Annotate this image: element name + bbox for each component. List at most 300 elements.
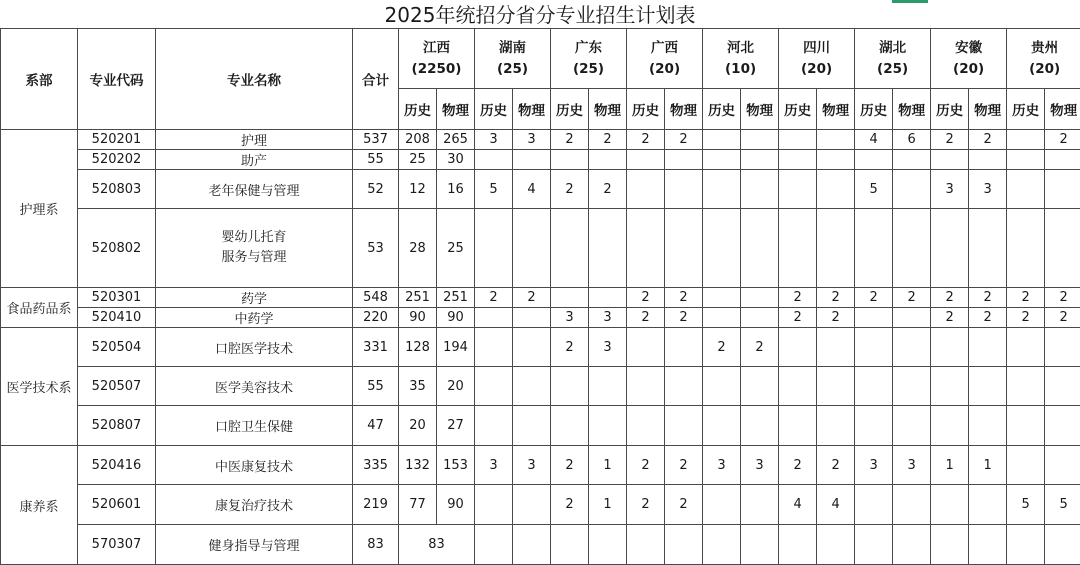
quota-cell: 5	[475, 170, 513, 209]
major-code: 520807	[78, 406, 156, 446]
major-name: 助产	[156, 150, 353, 170]
quota-cell	[703, 525, 741, 565]
quota-cell	[589, 150, 627, 170]
province-name: 贵州	[1007, 38, 1080, 59]
quota-cell	[969, 406, 1007, 446]
quota-cell	[551, 525, 589, 565]
quota-cell: 2	[475, 288, 513, 308]
header-physics: 物理	[817, 89, 855, 130]
quota-cell	[741, 170, 779, 209]
table-row	[1, 130, 1080, 150]
quota-cell: 132	[399, 446, 437, 485]
dept-food-drug: 食品药品系	[1, 288, 78, 328]
total-count: 55	[353, 150, 399, 170]
quota-cell	[627, 150, 665, 170]
quota-cell: 251	[399, 288, 437, 308]
quota-cell	[665, 367, 703, 406]
quota-cell	[703, 150, 741, 170]
quota-cell: 3	[855, 446, 893, 485]
quota-cell	[475, 406, 513, 446]
quota-cell	[817, 367, 855, 406]
quota-cell: 3	[475, 130, 513, 150]
quota-cell	[551, 209, 589, 288]
major-name: 中药学	[156, 308, 353, 328]
quota-cell: 3	[703, 446, 741, 485]
quota-cell	[741, 406, 779, 446]
quota-cell: 128	[399, 328, 437, 367]
province-quota: (25)	[855, 59, 930, 80]
quota-cell: 25	[399, 150, 437, 170]
quota-cell	[513, 525, 551, 565]
province-name: 广西	[627, 38, 702, 59]
quota-cell: 2	[627, 308, 665, 328]
header-physics: 物理	[969, 89, 1007, 130]
quota-cell	[589, 367, 627, 406]
major-name	[156, 209, 353, 288]
table-row	[1, 209, 1080, 288]
quota-cell	[551, 406, 589, 446]
quota-cell: 3	[969, 170, 1007, 209]
quota-cell: 2	[1007, 288, 1045, 308]
quota-cell: 4	[513, 170, 551, 209]
quota-cell	[855, 308, 893, 328]
quota-cell: 2	[779, 288, 817, 308]
header-province	[627, 29, 703, 89]
quota-cell	[893, 150, 931, 170]
province-name: 广东	[551, 38, 626, 59]
corner-mark	[892, 0, 928, 3]
quota-cell	[1007, 170, 1045, 209]
province-name: 河北	[703, 38, 778, 59]
quota-cell	[513, 308, 551, 328]
quota-cell	[665, 150, 703, 170]
quota-cell	[969, 485, 1007, 525]
total-count: 47	[353, 406, 399, 446]
header-history: 历史	[931, 89, 969, 130]
quota-cell: 27	[437, 406, 475, 446]
header-physics: 物理	[437, 89, 475, 130]
header-province	[551, 29, 627, 89]
quota-cell	[703, 485, 741, 525]
dept-nursing: 护理系	[1, 130, 78, 288]
quota-cell	[513, 328, 551, 367]
quota-cell	[779, 406, 817, 446]
quota-cell	[855, 406, 893, 446]
quota-cell: 2	[665, 130, 703, 150]
table-row	[1, 367, 1080, 406]
quota-cell	[475, 150, 513, 170]
total-count: 335	[353, 446, 399, 485]
quota-cell	[1007, 367, 1045, 406]
quota-cell: 3	[931, 170, 969, 209]
header-name: 专业名称	[156, 29, 353, 130]
quota-cell: 2	[589, 170, 627, 209]
quota-cell: 4	[779, 485, 817, 525]
header-history: 历史	[779, 89, 817, 130]
quota-cell: 2	[817, 288, 855, 308]
province-name: 四川	[779, 38, 854, 59]
province-name: 湖北	[855, 38, 930, 59]
quota-cell: 2	[551, 328, 589, 367]
quota-cell: 5	[855, 170, 893, 209]
quota-cell: 16	[437, 170, 475, 209]
header-province	[1007, 29, 1080, 89]
quota-cell: 2	[1045, 130, 1080, 150]
quota-cell: 2	[931, 288, 969, 308]
quota-cell	[969, 150, 1007, 170]
quota-cell	[855, 328, 893, 367]
quota-cell: 2	[931, 130, 969, 150]
header-history: 历史	[703, 89, 741, 130]
quota-cell: 2	[627, 446, 665, 485]
quota-cell	[1045, 525, 1080, 565]
table-row	[1, 308, 1080, 328]
table-row	[1, 170, 1080, 209]
quota-cell	[665, 525, 703, 565]
header-history: 历史	[399, 89, 437, 130]
quota-cell	[893, 367, 931, 406]
quota-cell	[475, 308, 513, 328]
enrollment-plan-table	[0, 28, 1080, 565]
quota-cell	[779, 170, 817, 209]
quota-cell: 208	[399, 130, 437, 150]
quota-cell	[627, 406, 665, 446]
major-name: 医学美容技术	[156, 367, 353, 406]
header-province	[399, 29, 475, 89]
major-code: 520410	[78, 308, 156, 328]
quota-cell	[627, 328, 665, 367]
quota-cell: 4	[855, 130, 893, 150]
major-name: 健身指导与管理	[156, 525, 353, 565]
total-count: 548	[353, 288, 399, 308]
quota-cell	[665, 406, 703, 446]
header-history: 历史	[475, 89, 513, 130]
header-province	[475, 29, 551, 89]
quota-cell	[513, 209, 551, 288]
quota-cell	[969, 209, 1007, 288]
quota-cell: 5	[1045, 485, 1080, 525]
header-province	[855, 29, 931, 89]
major-code: 520507	[78, 367, 156, 406]
quota-cell	[703, 308, 741, 328]
header-history: 历史	[627, 89, 665, 130]
quota-cell: 2	[931, 308, 969, 328]
total-count: 52	[353, 170, 399, 209]
table-title: 2025年统招分省分专业招生计划表	[0, 0, 1080, 29]
major-code: 520803	[78, 170, 156, 209]
province-quota: (20)	[627, 59, 702, 80]
quota-cell	[779, 130, 817, 150]
quota-cell	[627, 209, 665, 288]
quota-cell	[741, 485, 779, 525]
quota-cell	[855, 525, 893, 565]
province-quota: (10)	[703, 59, 778, 80]
quota-cell: 1	[969, 446, 1007, 485]
quota-cell: 35	[399, 367, 437, 406]
table-row	[1, 446, 1080, 485]
quota-cell: 2	[1045, 288, 1080, 308]
quota-cell: 77	[399, 485, 437, 525]
dept-medical-tech: 医学技术系	[1, 328, 78, 446]
header-history: 历史	[855, 89, 893, 130]
table-row	[1, 328, 1080, 367]
quota-cell: 2	[779, 308, 817, 328]
major-name: 药学	[156, 288, 353, 308]
total-count: 331	[353, 328, 399, 367]
major-code: 570307	[78, 525, 156, 565]
quota-cell	[551, 150, 589, 170]
province-name: 江西	[399, 38, 474, 59]
quota-cell: 2	[665, 288, 703, 308]
quota-cell	[893, 170, 931, 209]
quota-cell	[475, 328, 513, 367]
quota-cell: 2	[1007, 308, 1045, 328]
quota-cell	[741, 308, 779, 328]
total-count: 53	[353, 209, 399, 288]
quota-cell: 2	[969, 288, 1007, 308]
quota-cell	[817, 130, 855, 150]
quota-cell: 2	[665, 485, 703, 525]
quota-cell	[779, 525, 817, 565]
quota-cell: 20	[399, 406, 437, 446]
table-row	[1, 406, 1080, 446]
quota-cell: 90	[437, 308, 475, 328]
quota-cell	[1007, 446, 1045, 485]
quota-cell	[779, 150, 817, 170]
quota-cell: 3	[475, 446, 513, 485]
quota-cell	[627, 170, 665, 209]
header-physics: 物理	[589, 89, 627, 130]
quota-cell	[893, 525, 931, 565]
major-code: 520601	[78, 485, 156, 525]
quota-cell	[513, 485, 551, 525]
province-quota: (20)	[931, 59, 1006, 80]
quota-cell	[817, 406, 855, 446]
header-total: 合计	[353, 29, 399, 130]
quota-cell	[589, 525, 627, 565]
quota-cell: 90	[437, 485, 475, 525]
jiangxi-merged-count: 83	[399, 525, 475, 565]
major-code: 520202	[78, 150, 156, 170]
quota-cell: 3	[589, 328, 627, 367]
quota-cell	[855, 485, 893, 525]
table-row	[1, 150, 1080, 170]
header-physics: 物理	[893, 89, 931, 130]
province-name: 湖南	[475, 38, 550, 59]
table-row	[1, 485, 1080, 525]
major-name: 老年保健与管理	[156, 170, 353, 209]
total-count: 537	[353, 130, 399, 150]
quota-cell	[627, 367, 665, 406]
quota-cell	[589, 288, 627, 308]
quota-cell	[589, 406, 627, 446]
quota-cell	[779, 328, 817, 367]
header-province	[931, 29, 1007, 89]
quota-cell	[1045, 367, 1080, 406]
province-quota: (20)	[1007, 59, 1080, 80]
quota-cell	[969, 328, 1007, 367]
quota-cell: 265	[437, 130, 475, 150]
quota-cell: 2	[665, 308, 703, 328]
quota-cell	[893, 406, 931, 446]
quota-cell: 1	[589, 446, 627, 485]
province-quota: (25)	[551, 59, 626, 80]
quota-cell: 2	[627, 485, 665, 525]
quota-cell	[855, 367, 893, 406]
quota-cell	[1045, 446, 1080, 485]
quota-cell	[741, 209, 779, 288]
quota-cell	[893, 308, 931, 328]
quota-cell	[551, 367, 589, 406]
major-name-line: 服务与管理	[156, 248, 352, 268]
quota-cell: 2	[855, 288, 893, 308]
quota-cell: 2	[817, 446, 855, 485]
quota-cell	[665, 328, 703, 367]
quota-cell: 251	[437, 288, 475, 308]
quota-cell	[1045, 328, 1080, 367]
header-physics: 物理	[1045, 89, 1080, 130]
quota-cell	[703, 209, 741, 288]
major-name: 口腔卫生保健	[156, 406, 353, 446]
province-name: 安徽	[931, 38, 1006, 59]
quota-cell	[703, 130, 741, 150]
quota-cell: 1	[931, 446, 969, 485]
quota-cell: 2	[703, 328, 741, 367]
quota-cell	[703, 170, 741, 209]
header-code: 专业代码	[78, 29, 156, 130]
quota-cell: 2	[627, 288, 665, 308]
quota-cell: 2	[513, 288, 551, 308]
quota-cell: 2	[741, 328, 779, 367]
quota-cell	[779, 209, 817, 288]
quota-cell: 2	[551, 485, 589, 525]
major-name: 口腔医学技术	[156, 328, 353, 367]
quota-cell: 3	[741, 446, 779, 485]
quota-cell	[475, 209, 513, 288]
quota-cell: 3	[893, 446, 931, 485]
quota-cell	[475, 367, 513, 406]
quota-cell	[931, 367, 969, 406]
quota-cell	[817, 170, 855, 209]
quota-cell: 3	[513, 446, 551, 485]
quota-cell	[969, 367, 1007, 406]
total-count: 219	[353, 485, 399, 525]
quota-cell	[741, 130, 779, 150]
major-name: 中医康复技术	[156, 446, 353, 485]
quota-cell	[893, 485, 931, 525]
quota-cell: 20	[437, 367, 475, 406]
quota-cell	[551, 288, 589, 308]
table-row	[1, 288, 1080, 308]
major-name: 康复治疗技术	[156, 485, 353, 525]
quota-cell	[703, 406, 741, 446]
quota-cell	[665, 170, 703, 209]
quota-cell	[779, 367, 817, 406]
quota-cell	[1007, 406, 1045, 446]
header-history: 历史	[551, 89, 589, 130]
major-code: 520201	[78, 130, 156, 150]
quota-cell	[817, 209, 855, 288]
major-code: 520301	[78, 288, 156, 308]
quota-cell: 3	[551, 308, 589, 328]
quota-cell	[627, 525, 665, 565]
quota-cell: 2	[1045, 308, 1080, 328]
quota-cell	[931, 328, 969, 367]
quota-cell	[931, 406, 969, 446]
quota-cell	[931, 485, 969, 525]
quota-cell	[513, 150, 551, 170]
header-dept: 系部	[1, 29, 78, 130]
quota-cell: 2	[779, 446, 817, 485]
quota-cell	[1007, 150, 1045, 170]
quota-cell	[589, 209, 627, 288]
quota-cell	[1007, 209, 1045, 288]
quota-cell: 2	[893, 288, 931, 308]
quota-cell: 2	[969, 130, 1007, 150]
quota-cell	[817, 525, 855, 565]
quota-cell	[893, 209, 931, 288]
quota-cell	[1045, 150, 1080, 170]
quota-cell: 2	[551, 446, 589, 485]
quota-cell: 5	[1007, 485, 1045, 525]
quota-cell	[475, 485, 513, 525]
quota-cell	[931, 150, 969, 170]
quota-cell: 2	[589, 130, 627, 150]
quota-cell	[703, 288, 741, 308]
quota-cell: 30	[437, 150, 475, 170]
quota-cell	[741, 288, 779, 308]
quota-cell: 28	[399, 209, 437, 288]
major-code: 520802	[78, 209, 156, 288]
quota-cell	[665, 209, 703, 288]
total-count: 220	[353, 308, 399, 328]
quota-cell: 3	[589, 308, 627, 328]
quota-cell	[513, 367, 551, 406]
quota-cell: 2	[969, 308, 1007, 328]
quota-cell	[855, 209, 893, 288]
header-physics: 物理	[665, 89, 703, 130]
quota-cell	[513, 406, 551, 446]
header-physics: 物理	[741, 89, 779, 130]
quota-cell	[741, 525, 779, 565]
quota-cell	[931, 209, 969, 288]
major-code: 520416	[78, 446, 156, 485]
quota-cell	[475, 525, 513, 565]
quota-cell	[741, 150, 779, 170]
quota-cell: 2	[551, 170, 589, 209]
quota-cell: 153	[437, 446, 475, 485]
quota-cell: 6	[893, 130, 931, 150]
quota-cell	[855, 150, 893, 170]
table-row	[1, 525, 1080, 565]
quota-cell: 90	[399, 308, 437, 328]
major-name: 护理	[156, 130, 353, 150]
quota-cell: 2	[627, 130, 665, 150]
quota-cell	[1007, 525, 1045, 565]
quota-cell	[703, 367, 741, 406]
major-code: 520504	[78, 328, 156, 367]
quota-cell	[1045, 170, 1080, 209]
quota-cell	[893, 328, 931, 367]
quota-cell: 12	[399, 170, 437, 209]
quota-cell: 1	[589, 485, 627, 525]
quota-cell: 3	[513, 130, 551, 150]
major-name-line: 婴幼儿托育	[156, 228, 352, 248]
quota-cell	[969, 525, 1007, 565]
quota-cell	[741, 367, 779, 406]
quota-cell: 194	[437, 328, 475, 367]
total-count: 55	[353, 367, 399, 406]
